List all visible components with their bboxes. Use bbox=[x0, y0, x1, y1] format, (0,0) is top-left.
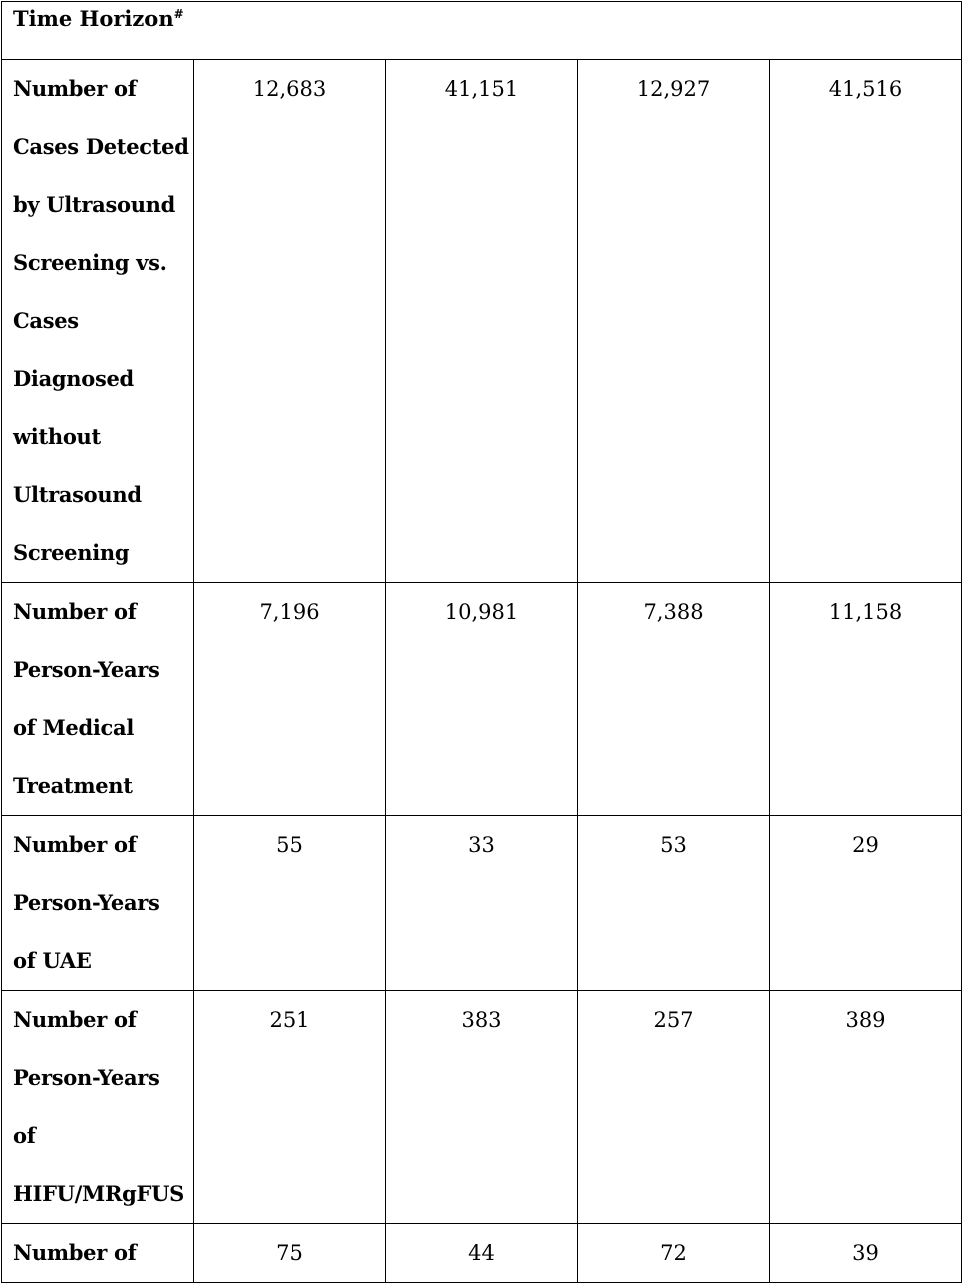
table-cell: 33 bbox=[386, 816, 578, 991]
table-cell: 251 bbox=[194, 991, 386, 1224]
row-label-line: of UAE bbox=[13, 948, 92, 973]
row-label-cases-detected bbox=[2, 60, 194, 583]
table-cell: 55 bbox=[194, 816, 386, 991]
row-label-line: Person-Years bbox=[13, 657, 160, 682]
row-label-line: Screening vs. bbox=[13, 250, 167, 275]
row-label-line: by Ultrasound bbox=[13, 192, 176, 217]
table-cell: 53 bbox=[578, 816, 770, 991]
table-cell: 12,927 bbox=[578, 60, 770, 583]
row-label-line: Number of bbox=[13, 599, 137, 624]
row-label-line: Person-Years bbox=[13, 1065, 160, 1090]
table-title-row bbox=[2, 2, 962, 60]
table-cell: 383 bbox=[386, 991, 578, 1224]
time-horizon-title: Time Horizon bbox=[13, 6, 174, 31]
row-label-line: Screening bbox=[13, 540, 130, 565]
row-label-hifu-mrgfus bbox=[2, 991, 194, 1224]
table-cell: 75 bbox=[194, 1224, 386, 1283]
time-horizon-header bbox=[2, 2, 962, 60]
row-label-line: Ultrasound bbox=[13, 482, 142, 507]
row-label-line: HIFU/MRgFUS bbox=[13, 1181, 185, 1206]
row-label-line: Treatment bbox=[13, 773, 133, 798]
row-label-partial bbox=[2, 1224, 194, 1283]
table-cell: 41,516 bbox=[770, 60, 962, 583]
table-row bbox=[2, 60, 962, 583]
row-label-line: of Medical bbox=[13, 715, 134, 740]
row-label-line: Number of bbox=[13, 76, 137, 101]
table-row bbox=[2, 991, 962, 1224]
row-label-medical-treatment bbox=[2, 583, 194, 816]
table-cell: 72 bbox=[578, 1224, 770, 1283]
row-label-uae bbox=[2, 816, 194, 991]
table-cell: 29 bbox=[770, 816, 962, 991]
table-row bbox=[2, 816, 962, 991]
table-cell: 44 bbox=[386, 1224, 578, 1283]
row-label-line: of bbox=[13, 1123, 36, 1148]
row-label-line: Number of bbox=[13, 832, 137, 857]
footnote-mark: # bbox=[173, 7, 184, 21]
row-label-line: Number of bbox=[13, 1007, 137, 1032]
table-row bbox=[2, 1224, 962, 1283]
row-label-line: Cases Detected bbox=[13, 134, 189, 159]
table-cell: 12,683 bbox=[194, 60, 386, 583]
row-label-line: without bbox=[13, 424, 101, 449]
table-row bbox=[2, 583, 962, 816]
row-label-line: Diagnosed bbox=[13, 366, 134, 391]
row-label-line: Number of bbox=[13, 1240, 137, 1265]
results-table bbox=[1, 1, 962, 1283]
table-cell: 389 bbox=[770, 991, 962, 1224]
row-label-line: Person-Years bbox=[13, 890, 160, 915]
table-cell: 39 bbox=[770, 1224, 962, 1283]
table-cell: 7,196 bbox=[194, 583, 386, 816]
table-cell: 11,158 bbox=[770, 583, 962, 816]
table-cell: 41,151 bbox=[386, 60, 578, 583]
table-cell: 10,981 bbox=[386, 583, 578, 816]
table-cell: 257 bbox=[578, 991, 770, 1224]
table-cell: 7,388 bbox=[578, 583, 770, 816]
row-label-line: Cases bbox=[13, 308, 79, 333]
